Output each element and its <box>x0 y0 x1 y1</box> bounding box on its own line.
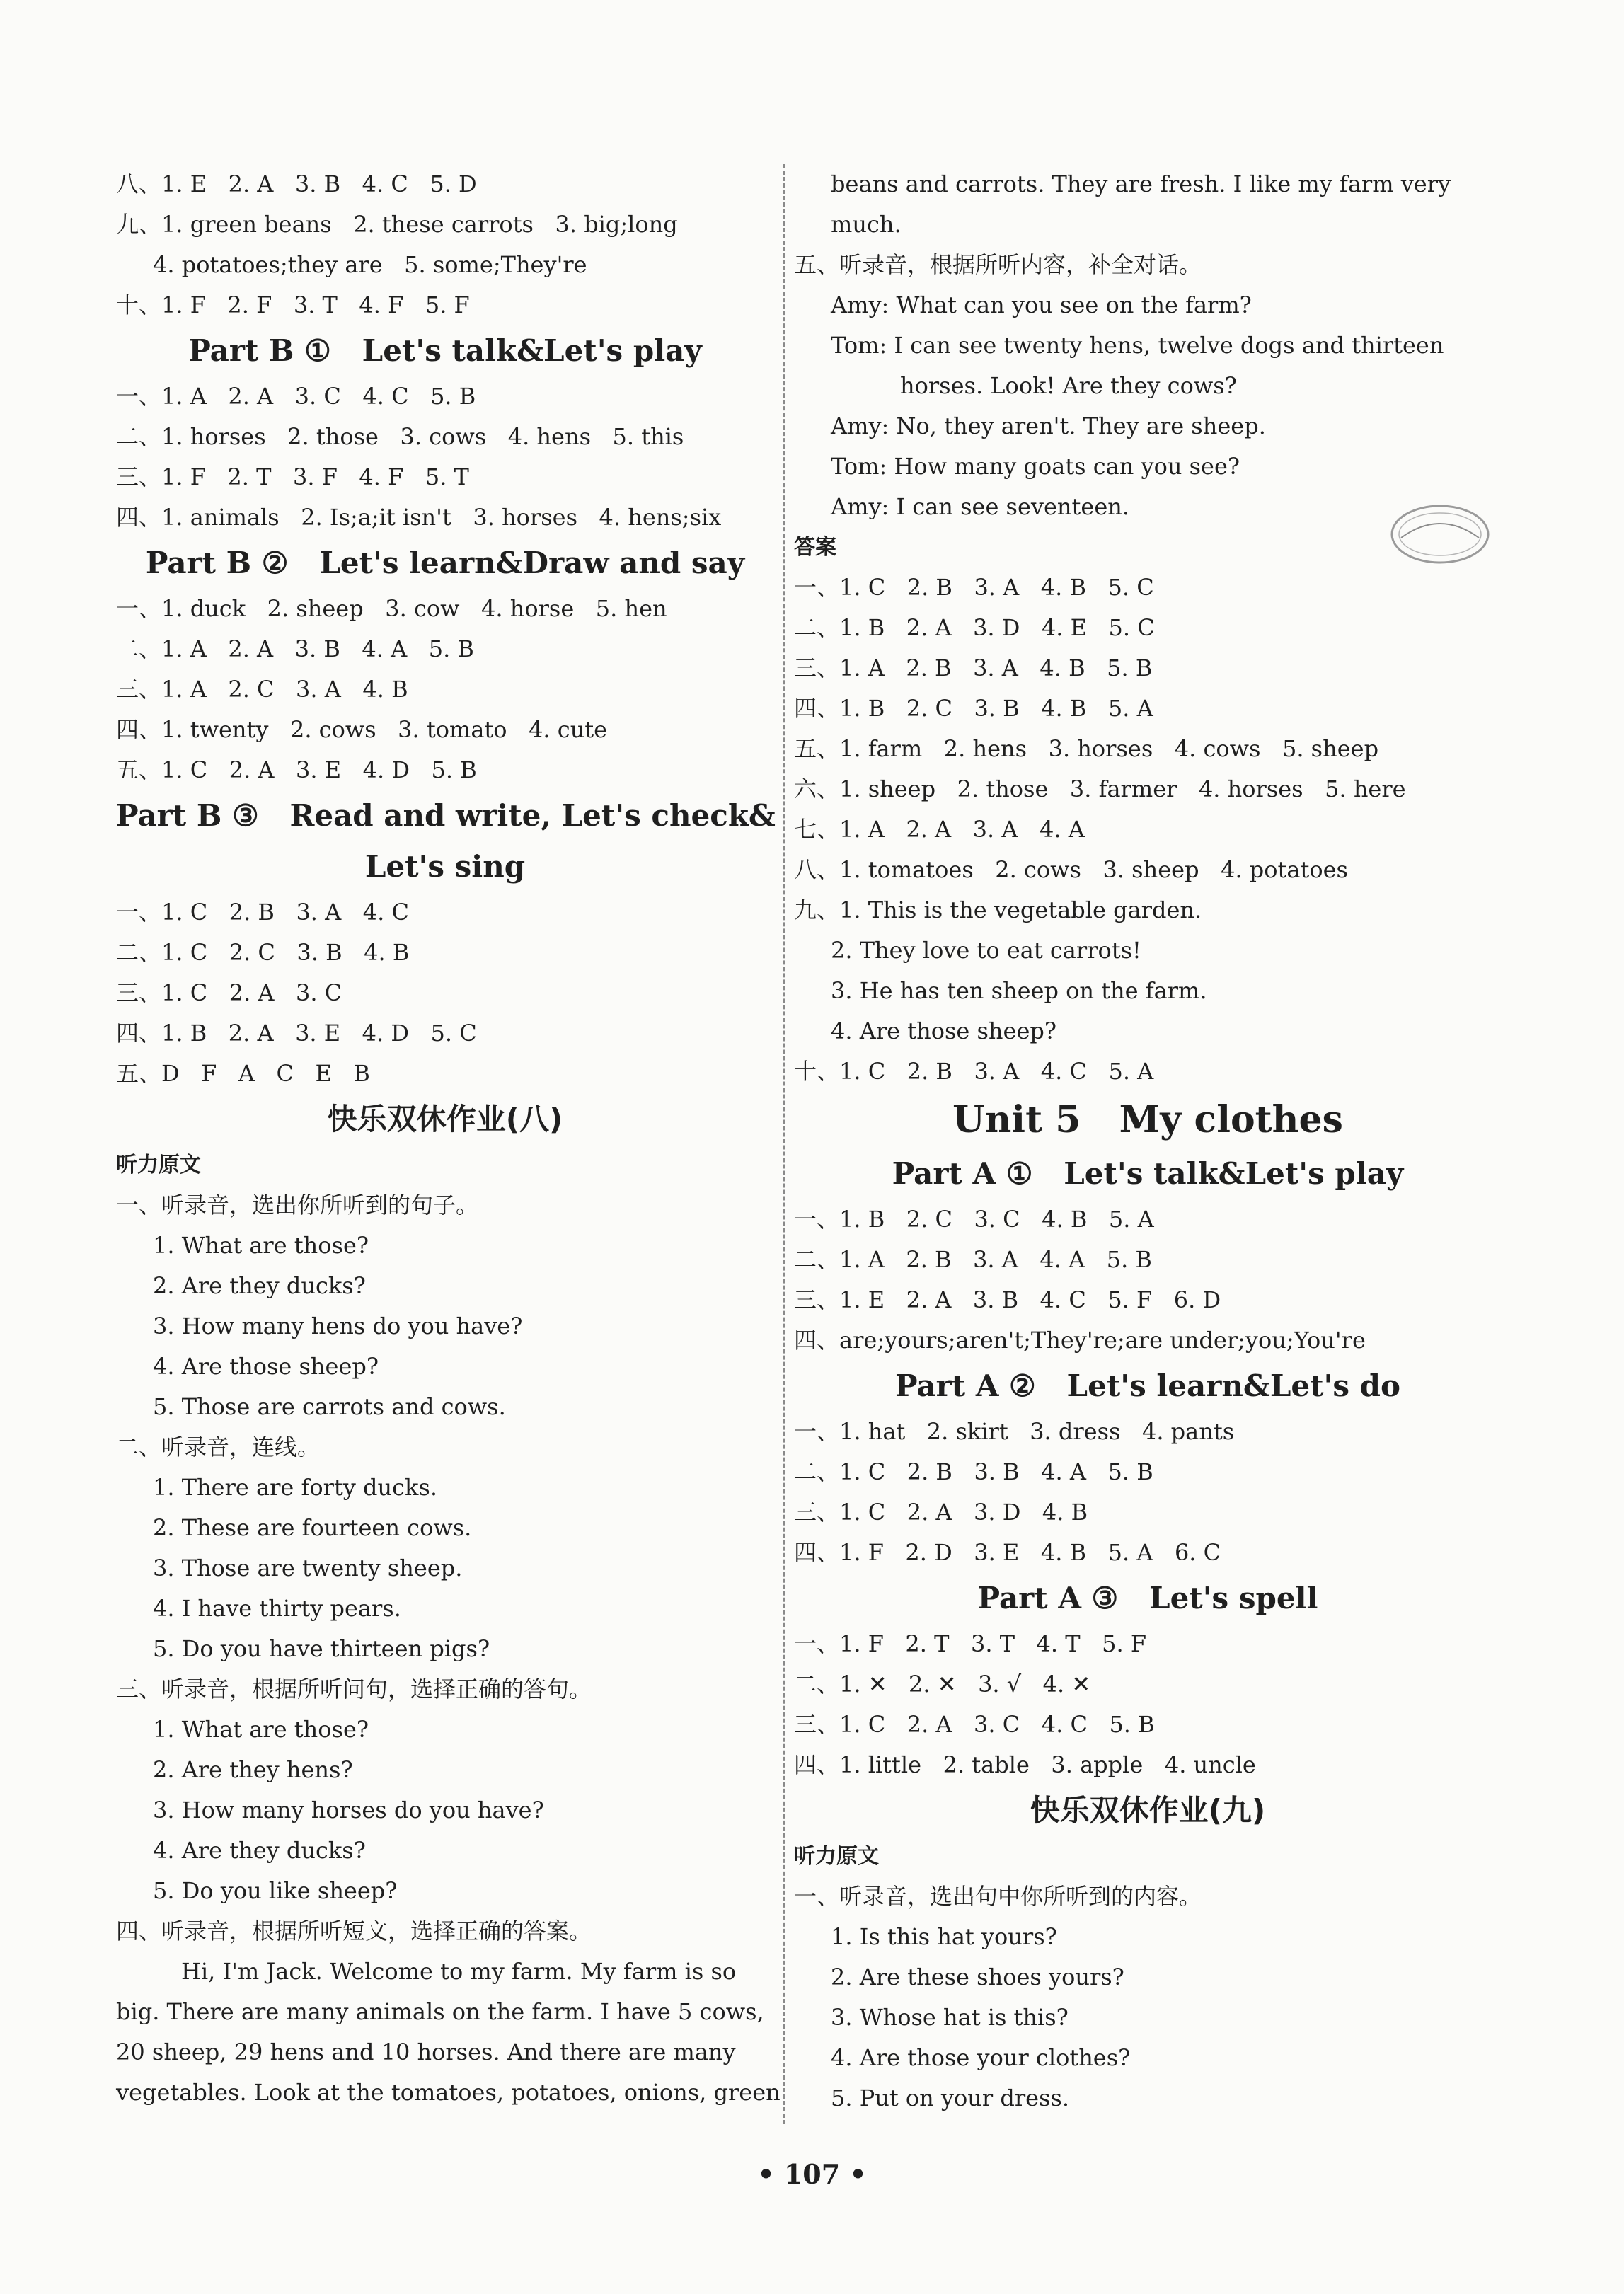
text-line: 4. Are those sheep? <box>153 1353 379 1380</box>
text-line: 八、1. tomatoes 2. cows 3. sheep 4. potatoes <box>794 856 1348 883</box>
section-heading: Part B ③ Read and write, Let's check& <box>116 798 776 833</box>
section-heading: Part A ② Let's learn&Let's do <box>895 1368 1400 1403</box>
text-line: Hi, I'm Jack. Welcome to my farm. My farm is so <box>181 1958 737 1985</box>
right-column <box>794 164 1502 2119</box>
stamp-logo <box>1387 495 1493 573</box>
text-line: 三、1. C 2. A 3. C 4. C 5. B <box>794 1711 1155 1738</box>
text-line: 三、1. F 2. T 3. F 4. F 5. T <box>116 463 469 490</box>
text-line: 八、1. E 2. A 3. B 4. C 5. D <box>116 171 477 197</box>
text-line: 一、听录音，选出句中你所听到的内容。 <box>794 1883 1202 1910</box>
column-divider <box>783 164 785 2124</box>
text-line: 四、1. F 2. D 3. E 4. B 5. A 6. C <box>794 1539 1221 1566</box>
text-line: 5. Put on your dress. <box>831 2085 1070 2111</box>
text-line: 三、听录音，根据所听问句，选择正确的答句。 <box>116 1676 592 1702</box>
text-line: 四、1. animals 2. Is;a;it isn't 3. horses 4. hens;six <box>116 504 722 531</box>
text-line: 七、1. A 2. A 3. A 4. A <box>794 816 1085 843</box>
text-line: 4. Are those sheep? <box>831 1018 1057 1044</box>
text-line: much. <box>831 211 902 238</box>
homework-title: 快乐双休作业(九) <box>1030 1793 1266 1828</box>
text-line: 3. He has ten sheep on the farm. <box>831 977 1207 1004</box>
text-line: 5. Do you have thirteen pigs? <box>153 1635 490 1662</box>
text-line: 4. Are those your clothes? <box>831 2044 1131 2071</box>
text-line: 一、听录音，选出你所听到的句子。 <box>116 1192 479 1218</box>
text-line: 三、1. C 2. A 3. D 4. B <box>794 1499 1088 1526</box>
text-line: 四、听录音，根据所听短文，选择正确的答案。 <box>116 1918 592 1944</box>
text-line: 二、1. A 2. A 3. B 4. A 5. B <box>116 635 474 662</box>
text-line: 二、1. ✕ 2. ✕ 3. √ 4. ✕ <box>794 1671 1091 1698</box>
text-line: 一、1. hat 2. skirt 3. dress 4. pants <box>794 1418 1235 1445</box>
text-line: 1. Is this hat yours? <box>831 1923 1057 1950</box>
text-line: 四、1. twenty 2. cows 3. tomato 4. cute <box>116 716 608 743</box>
text-line: 一、1. duck 2. sheep 3. cow 4. horse 5. hen <box>116 595 667 622</box>
text-line: Tom: I can see twenty hens, twelve dogs and thirteen <box>831 332 1444 359</box>
text-line: 4. I have thirty pears. <box>153 1595 401 1622</box>
text-line: 一、1. C 2. B 3. A 4. C <box>116 899 409 926</box>
text-line: 五、1. C 2. A 3. E 4. D 5. B <box>116 756 477 783</box>
text-line: 三、1. E 2. A 3. B 4. C 5. F 6. D <box>794 1286 1221 1313</box>
text-line: 2. Are these shoes yours? <box>831 1964 1124 1990</box>
section-label: 答案 <box>794 535 836 560</box>
text-line: Amy: No, they aren't. They are sheep. <box>831 413 1266 439</box>
text-line: 五、D F A C E B <box>116 1060 370 1087</box>
text-line: 四、1. little 2. table 3. apple 4. uncle <box>794 1751 1256 1778</box>
text-line: 一、1. A 2. A 3. C 4. C 5. B <box>116 383 476 410</box>
text-line: 4. Are they ducks? <box>153 1837 366 1864</box>
section-label: 听力原文 <box>794 1844 879 1869</box>
text-line: 一、1. B 2. C 3. C 4. B 5. A <box>794 1206 1154 1233</box>
text-line: horses. Look! Are they cows? <box>900 372 1237 399</box>
text-line: 2. Are they hens? <box>153 1756 353 1783</box>
text-line: 3. How many hens do you have? <box>153 1313 523 1339</box>
text-line: 二、1. B 2. A 3. D 4. E 5. C <box>794 614 1155 641</box>
section-label: 听力原文 <box>116 1153 201 1177</box>
text-line: 二、1. horses 2. those 3. cows 4. hens 5. this <box>116 423 684 450</box>
text-line: 3. Those are twenty sheep. <box>153 1555 463 1581</box>
text-line: 二、1. A 2. B 3. A 4. A 5. B <box>794 1246 1152 1273</box>
section-heading: Part A ③ Let's spell <box>977 1581 1318 1615</box>
homework-title: 快乐双休作业(八) <box>327 1102 563 1136</box>
section-heading: Part A ① Let's talk&Let's play <box>892 1156 1404 1191</box>
text-line: 2. These are fourteen cows. <box>153 1514 472 1541</box>
text-line: big. There are many animals on the farm. I have 5 cows, <box>116 1998 764 2025</box>
text-line: 一、1. C 2. B 3. A 4. B 5. C <box>794 574 1154 601</box>
left-column <box>116 164 781 2113</box>
unit-heading: Unit 5 My clothes <box>952 1098 1343 1141</box>
text-line: 1. There are forty ducks. <box>153 1474 437 1501</box>
text-line: 二、听录音，连线。 <box>116 1434 321 1460</box>
text-line: 十、1. C 2. B 3. A 4. C 5. A <box>794 1058 1154 1085</box>
text-line: Tom: How many goats can you see? <box>831 453 1240 480</box>
text-line: beans and carrots. They are fresh. I like my farm very <box>831 171 1451 197</box>
text-line: 3. How many horses do you have? <box>153 1797 544 1823</box>
text-line: 四、1. B 2. C 3. B 4. B 5. A <box>794 695 1153 722</box>
section-heading: Part B ② Let's learn&Draw and say <box>145 546 745 580</box>
text-line: 5. Do you like sheep? <box>153 1877 398 1904</box>
text-line: 四、are;yours;aren't;They're;are under;you;You're <box>794 1327 1366 1354</box>
section-heading: Let's sing <box>364 849 526 884</box>
text-line: 2. Are they ducks? <box>153 1272 366 1299</box>
page-number: • 107 • <box>757 2158 867 2190</box>
text-line: 六、1. sheep 2. those 3. farmer 4. horses 5. here <box>794 776 1406 802</box>
text-line: 20 sheep, 29 hens and 10 horses. And there are many <box>116 2039 736 2065</box>
text-line: 2. They love to eat carrots! <box>831 937 1141 964</box>
text-line: 一、1. F 2. T 3. T 4. T 5. F <box>794 1630 1147 1657</box>
text-line: 4. potatoes;they are 5. some;They're <box>153 251 587 278</box>
text-line: 1. What are those? <box>153 1716 369 1743</box>
text-line: 四、1. B 2. A 3. E 4. D 5. C <box>116 1020 477 1047</box>
section-heading: Part B ① Let's talk&Let's play <box>188 333 702 368</box>
text-line: vegetables. Look at the tomatoes, potatoes, onions, green <box>116 2079 781 2106</box>
text-line: Amy: What can you see on the farm? <box>831 292 1252 318</box>
text-line: 五、听录音，根据所听内容，补全对话。 <box>794 251 1202 278</box>
text-line: 十、1. F 2. F 3. T 4. F 5. F <box>116 292 470 318</box>
text-line: 5. Those are carrots and cows. <box>153 1393 506 1420</box>
text-line: 二、1. C 2. B 3. B 4. A 5. B <box>794 1458 1153 1485</box>
text-line: 二、1. C 2. C 3. B 4. B <box>116 939 410 966</box>
text-line: 三、1. C 2. A 3. C <box>116 979 342 1006</box>
text-line: 三、1. A 2. B 3. A 4. B 5. B <box>794 655 1153 681</box>
text-line: 九、1. green beans 2. these carrots 3. big;long <box>116 211 678 238</box>
text-line: 三、1. A 2. C 3. A 4. B <box>116 676 408 703</box>
text-line: 九、1. This is the vegetable garden. <box>794 897 1202 923</box>
text-line: Amy: I can see seventeen. <box>831 493 1130 520</box>
text-line: 五、1. farm 2. hens 3. horses 4. cows 5. sheep <box>794 735 1379 762</box>
text-line: 3. Whose hat is this? <box>831 2004 1069 2031</box>
text-line: 1. What are those? <box>153 1232 369 1259</box>
